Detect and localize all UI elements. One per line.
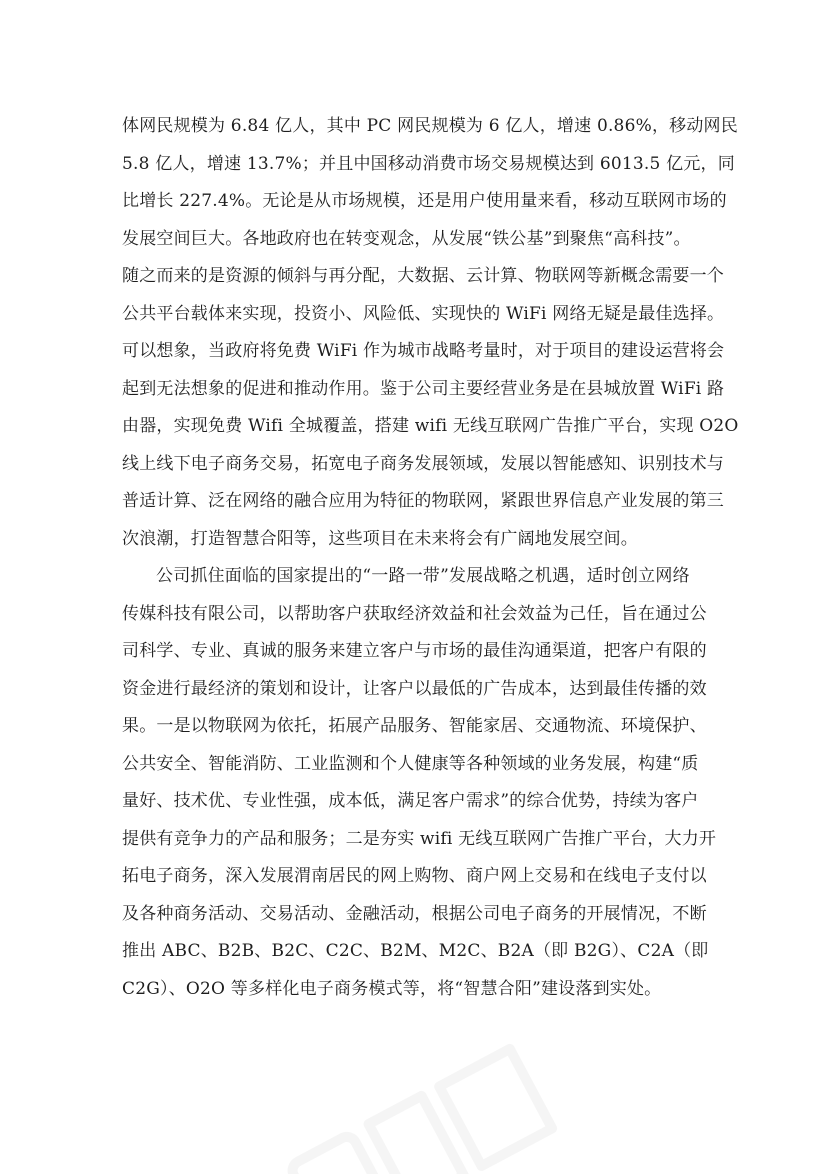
text-line: 5.8 亿人，增速 13.7%；并且中国移动消费市场交易规模达到 6013.5 亿元，同 [122, 153, 735, 174]
text-line: 推出 ABC、B2B、B2C、C2C、B2M、M2C、B2A（即 B2G）、C2A（即 [122, 941, 709, 961]
text-line: 由器，实现免费 Wifi 全城覆盖，搭建 wifi 无线互联网广告推广平台，实现 O2O [122, 416, 739, 436]
text-line: 普适计算、泛在网络的融合应用为特征的物联网，紧跟世界信息产业发展的第三 [122, 491, 724, 511]
text-line: 及各种商务活动、交易活动、金融活动，根据公司电子商务的开展情况，不断 [122, 903, 707, 924]
text-line: 可以想象，当政府将免费 WiFi 作为城市战略考量时，对于项目的建设运营将会 [122, 341, 725, 361]
text-line: 司科学、专业、真诚的服务来建立客户与市场的最佳沟通渠道，把客户有限的 [122, 641, 707, 661]
text-line: C2G）、O2O 等多样化电子商务模式等，将“智慧合阳”建设落到实处。 [122, 978, 662, 999]
text-line: 传媒科技有限公司，以帮助客户获取经济效益和社会效益为己任，旨在通过公 [122, 603, 707, 624]
text-line: 次浪潮，打造智慧合阳等，这些项目在未来将会有广阔地发展空间。 [122, 528, 638, 549]
text-line: 提供有竞争力的产品和服务；二是夯实 wifi 无线互联网广告推广平台，大力开 [122, 828, 717, 849]
text-line: 随之而来的是资源的倾斜与再分配，大数据、云计算、物联网等新概念需要一个 [122, 266, 724, 286]
text-line: 起到无法想象的促进和推动作用。鉴于公司主要经营业务是在县城放置 WiFi 路 [122, 378, 725, 399]
text-line: 拓电子商务，深入发展渭南居民的网上购物、商户网上交易和在线电子支付以 [122, 866, 707, 886]
text-line: 公共平台载体来实现，投资小、风险低、实现快的 WiFi 网络无疑是最佳选择。 [122, 303, 725, 324]
text-line: 公共安全、智能消防、工业监测和个人健康等各种领域的业务发展，构建“质 [122, 753, 699, 774]
watermark-logo-icon [262, 1017, 588, 1174]
text-line: 比增长 227.4%。无论是从市场规模，还是用户使用量来看，移动互联网市场的 [122, 191, 727, 211]
text-line: 量好、技术优、专业性强，成本低，满足客户需求”的综合优势，持续为客户 [122, 791, 699, 811]
body-text [122, 108, 739, 1008]
paragraph-start-line: 公司抓住面临的国家提出的“一路一带”发展战略之机遇，适时创立网络 [156, 566, 690, 586]
text-line: 果。一是以物联网为依托，拓展产品服务、智能家居、交通物流、环境保护、 [122, 716, 707, 736]
text-line: 线上线下电子商务交易，拓宽电子商务发展领域，发展以智能感知、识别技术与 [122, 453, 724, 474]
text-line: 体网民规模为 6.84 亿人，其中 PC 网民规模为 6 亿人，增速 0.86%，移动网民 [122, 116, 738, 136]
text-line: 发展空间巨大。各地政府也在转变观念，从发展“铁公基”到聚焦“高科技”。 [122, 228, 691, 249]
text-line: 资金进行最经济的策划和设计，让客户以最低的广告成本，达到最佳传播的效 [122, 678, 707, 699]
